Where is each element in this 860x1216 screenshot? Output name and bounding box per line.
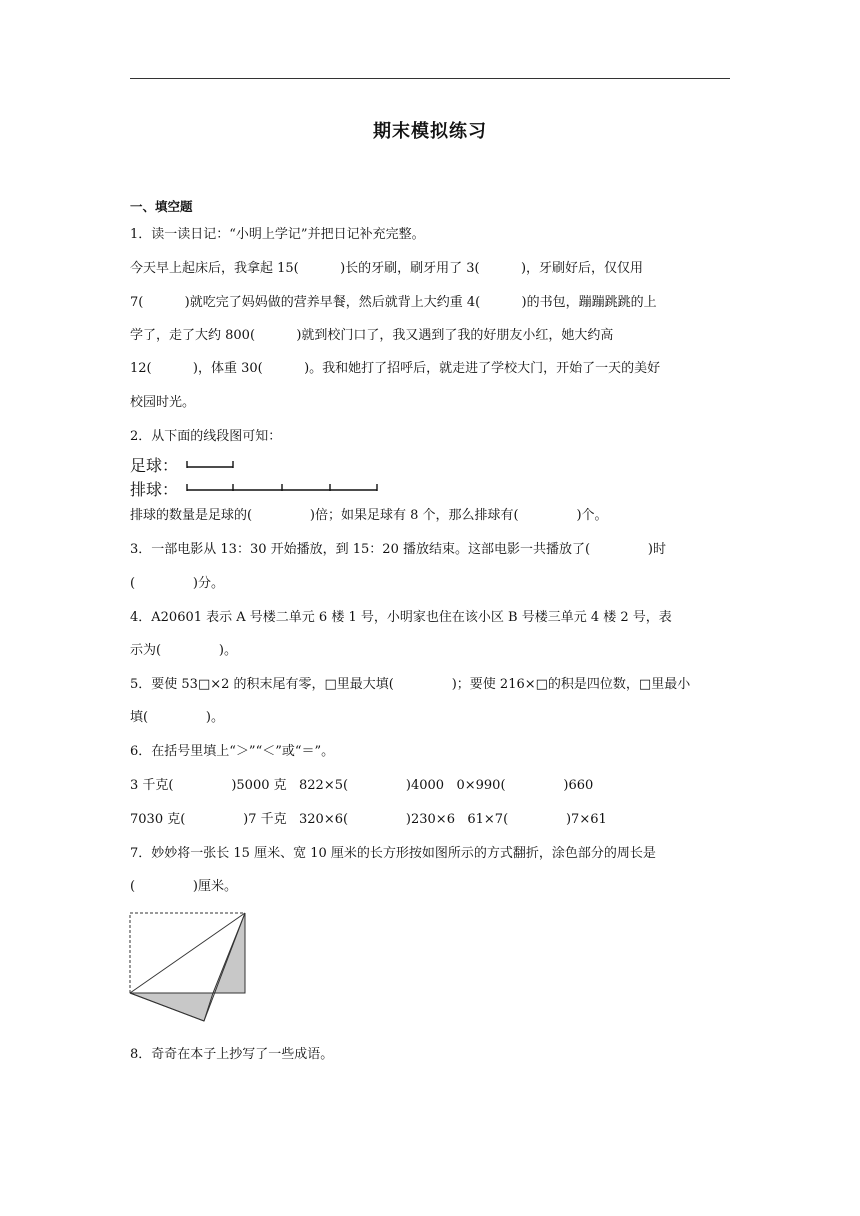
text-line: ( )分。 — [130, 576, 224, 591]
volleyball-label: 排球： — [130, 480, 179, 499]
question-8: 8．奇奇在本子上抄写了一些成语。 — [130, 1047, 334, 1062]
text-line: 填( )。 — [130, 710, 224, 725]
question-3: 3．一部电影从 13：30 开始播放，到 15：20 播放结束。这部电影一共播放了( )时 — [130, 542, 666, 557]
question-1: 1．读一读日记：“小明上学记”并把日记补充完整。 — [130, 227, 425, 242]
text-line: 排球的数量是足球的( )倍；如果足球有 8 个，那么排球有( )个。 — [130, 508, 608, 523]
question-5: 5．要使 53□×2 的积末尾有零，□里最大填( )；要使 216×□的积是四位数，□里最小 — [130, 677, 691, 692]
text-line: 今天早上起床后，我拿起 15( )长的牙刷，刷牙用了 3( )，牙刷好后，仅仅用 — [130, 261, 644, 276]
text-line: 校园时光。 — [130, 395, 196, 410]
text-line: 7( )就吃完了妈妈做的营养早餐，然后就背上大约重 4( )的书包，蹦蹦跳跳的上 — [130, 295, 657, 310]
football-label: 足球： — [130, 456, 179, 475]
segment-diagram — [187, 461, 377, 491]
fold-figure — [130, 913, 245, 1021]
question-6: 6．在括号里填上“＞”“＜”或“＝”。 — [130, 744, 335, 759]
question-4: 4．A20601 表示 A 号楼二单元 6 楼 1 号，小明家也住在该小区 B 号楼三单元 4 楼 2 号，表 — [130, 610, 672, 625]
question-7: 7．妙妙将一张长 15 厘米、宽 10 厘米的长方形按如图所示的方式翻折，涂色部分的周长是 — [130, 846, 656, 861]
text-line: 12( )，体重 30( )。我和她打了招呼后，就走进了学校大门，开始了一天的美好 — [130, 361, 661, 376]
text-line: 学了，走了大约 800( )就到校门口了，我又遇到了我的好朋友小红，她大约高 — [130, 328, 614, 343]
page-title: 期末模拟练习 — [373, 121, 487, 142]
text-line: ( )厘米。 — [130, 879, 237, 894]
compare-row: 7030 克( )7 千克 320×6( )230×6 61×7( )7×61 — [130, 812, 607, 827]
question-2: 2．从下面的线段图可知： — [130, 429, 282, 444]
compare-row: 3 千克( )5000 克 822×5( )4000 0×990( )660 — [130, 778, 594, 793]
section-heading: 一、填空题 — [130, 199, 193, 214]
text-line: 示为( )。 — [130, 643, 237, 658]
